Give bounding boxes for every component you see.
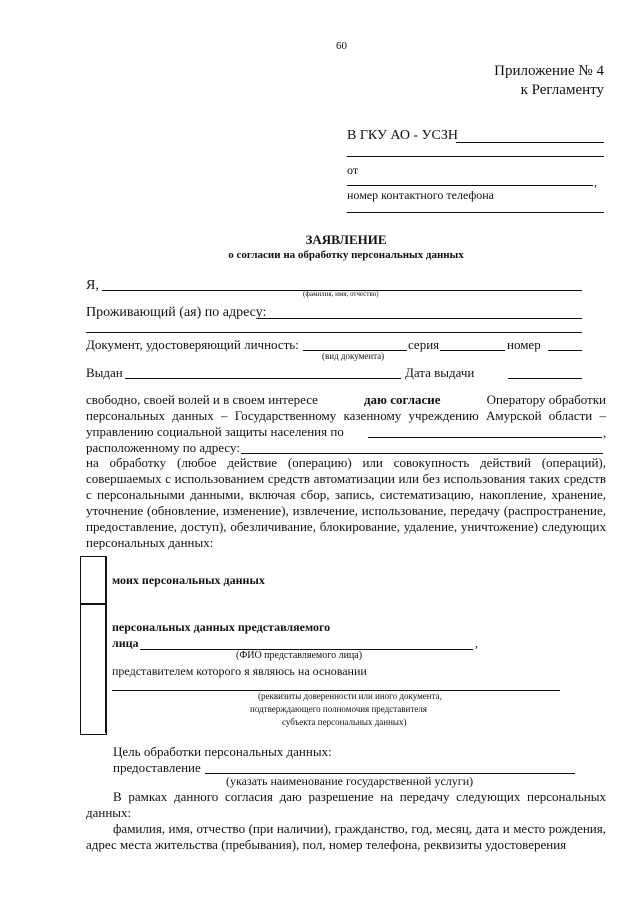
comma-2: , (603, 425, 607, 440)
comma: , (594, 175, 597, 189)
issue-date-line[interactable] (508, 378, 582, 379)
consent-line-2: персональных данных – Государственному казенному учреждению Амурской области – (86, 408, 606, 423)
consent-line-1 (86, 392, 606, 408)
my-data-label: моих персональных данных (112, 573, 265, 587)
consent-text-a: свободно, своей волей и в своем интересе (86, 392, 318, 407)
purpose-label: Цель обработки персональных данных: (113, 744, 332, 759)
addressee-line[interactable] (347, 156, 604, 157)
basis-label: представителем которого я являюсь на основании (112, 664, 367, 678)
phone-label: номер контактного телефона (347, 188, 494, 202)
my-data-checkbox[interactable] (80, 556, 107, 605)
rep-data-label: персональных данных представляемого (112, 620, 331, 634)
addressee-from-line[interactable] (347, 185, 593, 186)
service-hint: (указать наименование государственной услуги) (226, 774, 474, 788)
address-line-2[interactable] (86, 332, 582, 333)
provision-label: предоставление (113, 760, 201, 775)
department-line[interactable] (368, 437, 602, 438)
operator-address-line[interactable] (241, 453, 603, 454)
person-label: лица (112, 636, 139, 650)
address-line[interactable] (258, 318, 582, 319)
transferred-data-paragraph: фамилия, имя, отчество (при наличии), гражданство, год, месяц, дата и место рождения, адрес места жительства (пребывания), пол, номер телефона, реквизиты удостоверения (86, 821, 606, 852)
address-label: Проживающий (ая) по адресу: (86, 305, 267, 320)
id-doc-hint: (вид документа) (322, 351, 385, 361)
series-line[interactable] (440, 350, 505, 351)
fio-hint: (фамилия, имя, отчество) (303, 290, 379, 298)
i-label: Я, (86, 278, 99, 293)
issue-date-label: Дата выдачи (405, 365, 475, 380)
addressee-from: от (347, 163, 359, 177)
consent-bold: даю согласие (363, 392, 441, 407)
consent-line-4: расположенному по адресу: (86, 440, 240, 455)
appendix-label: Приложение № 4 (494, 63, 604, 79)
number-line[interactable] (548, 350, 582, 351)
consent-text-b: Оператору обработки (486, 392, 606, 407)
basis-hint-1: (реквизиты доверенности или иного документа, (258, 691, 442, 701)
consent-line-3: управлению социальной защиты населения по (86, 424, 344, 439)
comma-3: , (475, 636, 478, 650)
person-hint: (ФИО представляемого лица) (236, 650, 363, 661)
series-label: серия (408, 337, 440, 352)
document-title: ЗАЯВЛЕНИЕ (305, 232, 387, 247)
table-divider (105, 556, 106, 733)
issued-label: Выдан (86, 365, 123, 380)
id-doc-label: Документ, удостоверяющий личность: (86, 337, 299, 352)
addressee-to-line[interactable] (456, 142, 604, 143)
processing-paragraph: на обработку (любое действие (операцию) или совокупность действий (операций), совершаемых с использованием средств автоматизации или без использования таких средств с персональными данными, включая сбор, запись, систематизацию, накопление, хранение, уточнение (обновление, изменение), извлечение, использование, передачу (распространение, предоставление, доступ), обезличивание, блокирование, удаление, уничтожение) следующих персональных данных: (86, 455, 606, 550)
document-subtitle: о согласии на обработку персональных данных (228, 249, 464, 261)
basis-hint-3: субъекта персональных данных) (282, 717, 407, 727)
page-number: 60 (336, 40, 347, 52)
issued-line[interactable] (125, 378, 401, 379)
addressee-to: В ГКУ АО - УСЗН (347, 128, 458, 143)
appendix-reference: к Регламенту (520, 82, 604, 98)
phone-line[interactable] (347, 212, 604, 213)
transfer-paragraph: В рамках данного согласия даю разрешение на передачу следующих персональных данных: (86, 789, 606, 820)
number-label: номер (507, 337, 541, 352)
basis-hint-2: подтверждающего полномочия представителя (250, 704, 427, 714)
rep-data-checkbox[interactable] (80, 603, 107, 735)
